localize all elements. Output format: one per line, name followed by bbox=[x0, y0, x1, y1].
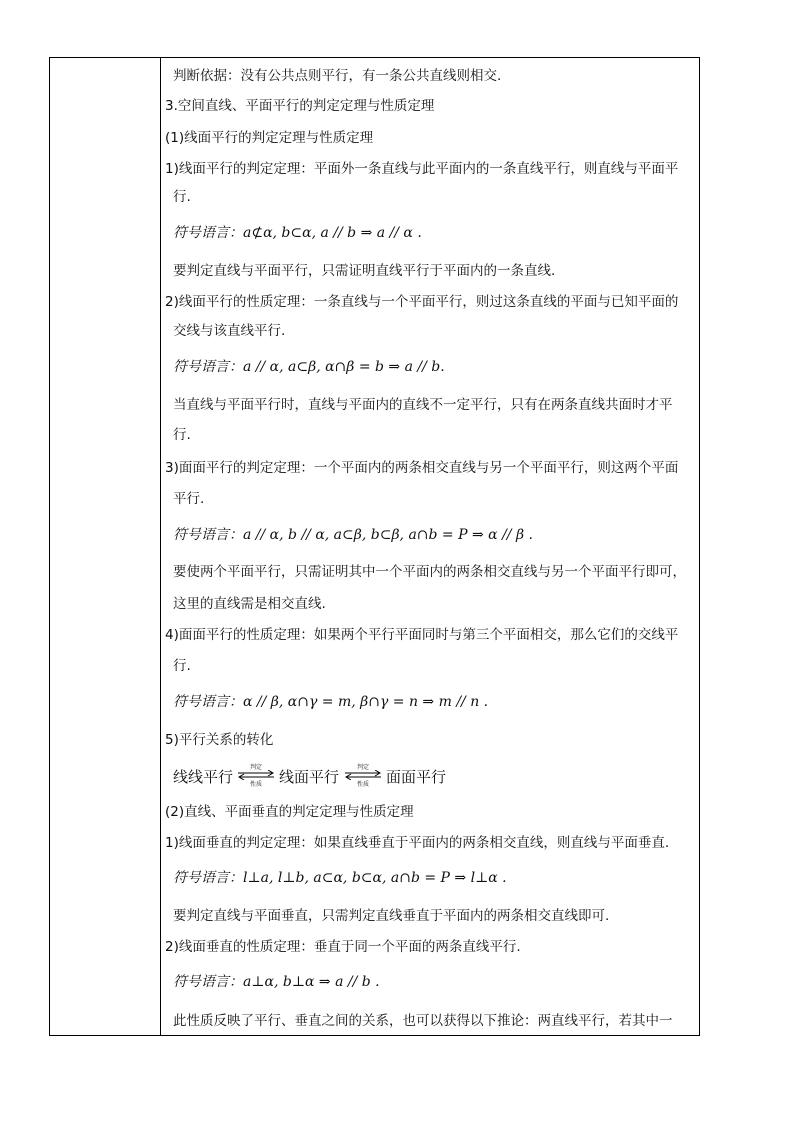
perp-theorem-2-line: 2)线面垂直的性质定理：垂直于同一个平面的两条直线平行. bbox=[165, 939, 521, 955]
subsection-heading-2: (2)直线、平面垂直的判定定理与性质定理 bbox=[165, 804, 414, 820]
theorem-2-note-line-1: 当直线与平面平行时，直线与平面内的直线不一定平行，只有在两条直线共面时才平 bbox=[173, 397, 673, 413]
theorem-2-line-1: 2)线面平行的性质定理：一条直线与一个平面平行，则过这条直线的平面与已知平面的 bbox=[165, 294, 679, 310]
theorem-1-line-1: 1)线面平行的判定定理：平面外一条直线与此平面内的一条直线平行，则直线与平面平 bbox=[165, 161, 679, 177]
theorem-1-note: 要判定直线与平面平行，只需证明直线平行于平面内的一条直线. bbox=[173, 263, 556, 279]
judgement-label-2: 判定 bbox=[356, 764, 369, 771]
content-table bbox=[49, 57, 700, 1036]
theorem-4-line-2: 行. bbox=[173, 658, 191, 674]
section-heading-3: 3.空间直线、平面平行的判定定理与性质定理 bbox=[165, 98, 435, 114]
property-label-2: 性质 bbox=[356, 781, 369, 788]
perp-theorem-2-note: 此性质反映了平行、垂直之间的关系，也可以获得以下推论：两直线平行，若其中一 bbox=[173, 1013, 673, 1029]
theorem-2-symbolic: 符号语言：a // α, a⊂β, α∩β = b ⇒ a // b. bbox=[173, 359, 445, 375]
perp-theorem-2-symbolic: 符号语言：a⊥α, b⊥α ⇒ a // b . bbox=[173, 974, 380, 990]
right-column bbox=[161, 58, 699, 1035]
perp-theorem-1-note: 要判定直线与平面垂直，只需判定直线垂直于平面内的两条相交直线即可. bbox=[173, 908, 610, 924]
line-line-parallel-label: 线线平行 bbox=[173, 768, 234, 786]
judgement-label: 判定 bbox=[249, 764, 262, 771]
theorem-1-symbolic: 符号语言：a⊄α, b⊂α, a // b ⇒ a // α . bbox=[173, 225, 422, 241]
plane-plane-parallel-label: 面面平行 bbox=[386, 768, 447, 786]
theorem-3-line-2: 平行. bbox=[173, 491, 205, 507]
double-arrow-2 bbox=[343, 762, 383, 790]
theorem-1-line-2: 行. bbox=[173, 189, 191, 205]
line-plane-parallel-label: 线面平行 bbox=[279, 768, 340, 786]
parallel-conversion-heading: 5)平行关系的转化 bbox=[165, 732, 274, 748]
theorem-4-line-1: 4)面面平行的性质定理：如果两个平行平面同时与第三个平面相交，那么它们的交线平 bbox=[165, 627, 679, 643]
double-arrow-icon bbox=[236, 770, 276, 780]
double-arrow-1 bbox=[236, 762, 276, 790]
double-arrow-icon bbox=[343, 770, 383, 780]
theorem-4-symbolic: 符号语言：α // β, α∩γ = m, β∩γ = n ⇒ m // n . bbox=[173, 694, 489, 710]
perp-theorem-1-line: 1)线面垂直的判定定理：如果直线垂直于平面内的两条相交直线，则直线与平面垂直. bbox=[165, 835, 670, 851]
basis-line: 判断依据：没有公共点则平行，有一条公共直线则相交. bbox=[173, 68, 502, 84]
property-label: 性质 bbox=[249, 781, 262, 788]
theorem-3-note-line-2: 这里的直线需是相交直线. bbox=[173, 596, 326, 612]
theorem-3-note-line-1: 要使两个平面平行，只需证明其中一个平面内的两条相交直线与另一个平面平行即可， bbox=[173, 564, 686, 580]
theorem-2-line-2: 交线与该直线平行. bbox=[173, 323, 286, 339]
left-column bbox=[50, 58, 161, 1035]
theorem-2-note-line-2: 行. bbox=[173, 427, 191, 443]
theorem-3-line-1: 3)面面平行的判定定理：一个平面内的两条相交直线与另一个平面平行，则这两个平面 bbox=[165, 460, 679, 476]
subsection-heading-1: (1)线面平行的判定定理与性质定理 bbox=[165, 130, 374, 146]
perp-theorem-1-symbolic: 符号语言：l⊥a, l⊥b, a⊂α, b⊂α, a∩b = P ⇒ l⊥α . bbox=[173, 870, 507, 886]
theorem-3-symbolic: 符号语言：a // α, b // α, a⊂β, b⊂β, a∩b = P ⇒ α // β . bbox=[173, 527, 533, 543]
